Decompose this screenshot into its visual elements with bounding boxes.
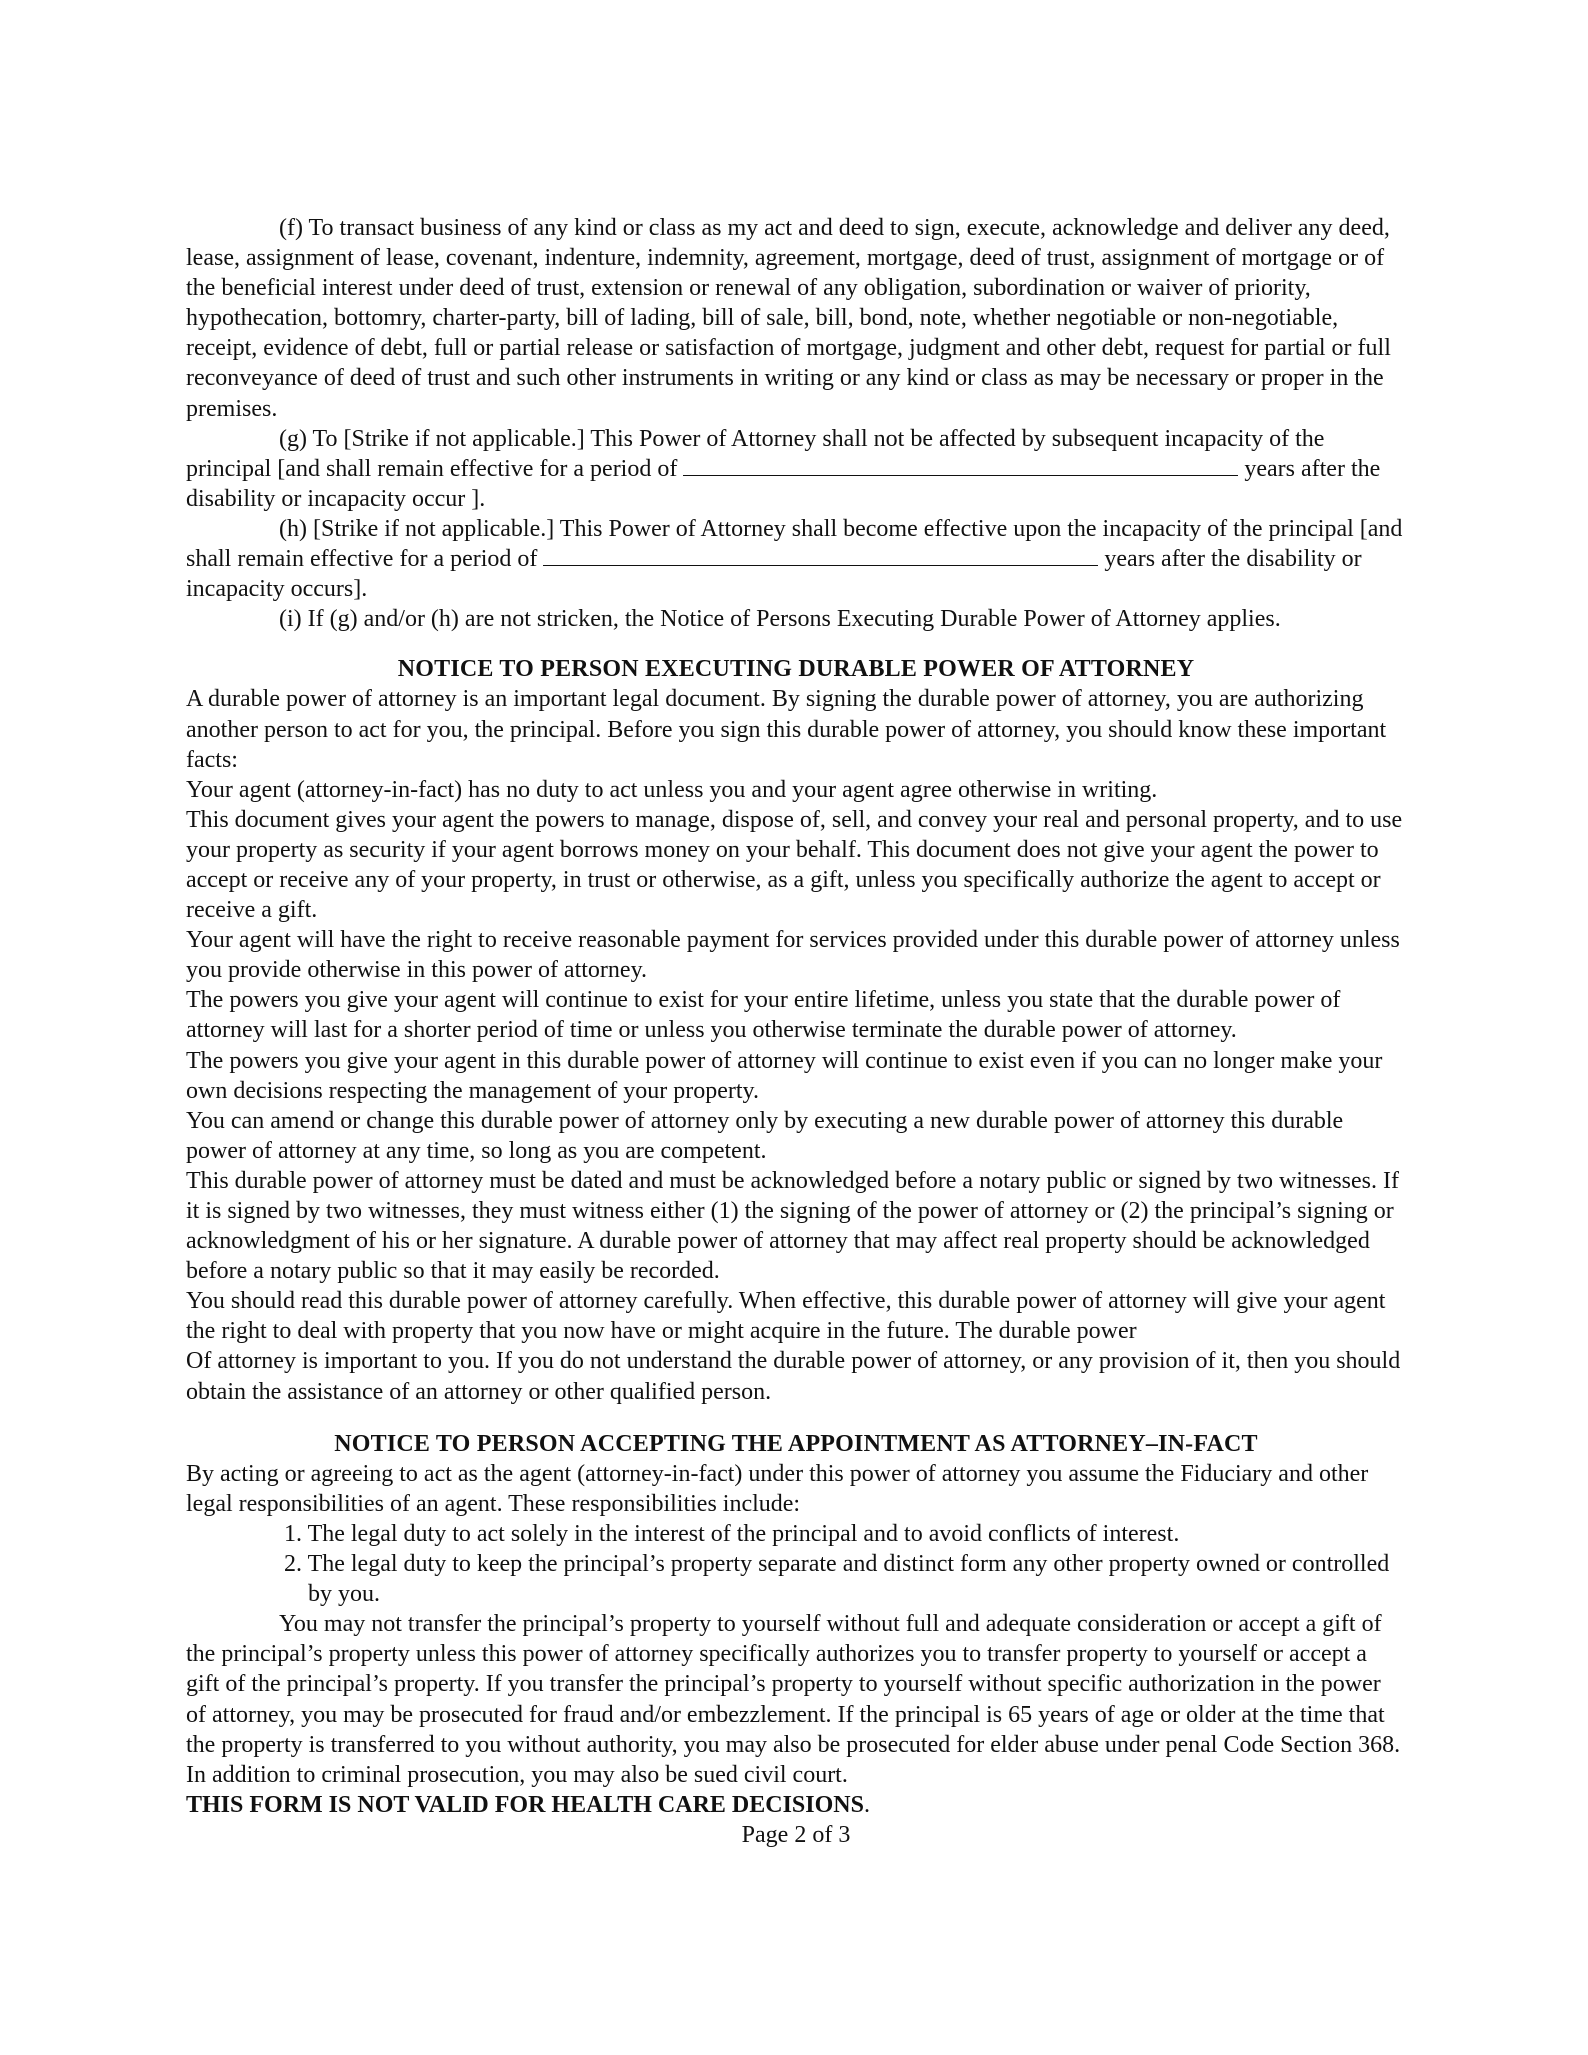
clause-g bbox=[186, 424, 1406, 514]
page-number: Page 2 of 3 bbox=[741, 1821, 851, 1848]
notice-accepting-closing: You may not transfer the principal’s property to yourself without full and adequate consideration or accept a gift of the principal’s property unless this power of attorney specifically authorizes you to transfer property to yourself or accept a gift of the principal’s property. If you transfer the principal’s property to yourself without specific authorization in the power of attorney, you may be prosecuted for fraud and/or embezzlement. If the principal is 65 years of age or older at the time that the property is transferred to you without authority, you may also be prosecuted for elder abuse under penal Code Section 368. In addition to criminal prosecution, you may also be sued civil court. bbox=[186, 1611, 1401, 1788]
health-care-warning-period: . bbox=[863, 1791, 870, 1818]
clause-f: (f) To transact business of any kind or class as my act and deed to sign, execute, acknowledge and deliver any deed, lease, assignment of lease, covenant, indenture, indemnity, agreement, mortgage, deed of trust, assignment of mortgage or of the beneficial interest under deed of trust, extension or renewal of any obligation, subordination or waiver of priority, hypothecation, bottomry, charter-party, bill of lading, bill of sale, bill, bond, note, whether negotiable or non-negotiable, receipt, evidence of debt, full or partial release or satisfaction of mortgage, judgment and other debt, request for partial or full reconveyance of deed of trust and such other instruments in writing or any kind or class as may be necessary or proper in the premises. bbox=[186, 215, 1391, 422]
document-page bbox=[186, 213, 1406, 1850]
clause-g-text: (g) To [Strike if not applicable.] This Power of Attorney shall not be affected by subsequent incapacity of the principal [and shall remain effective for a period of bbox=[186, 425, 1325, 482]
notice-executing-paragraph: The powers you give your agent will continue to exist for your entire lifetime, unless you state that the durable power of attorney will last for a shorter period of time or unless you otherwise terminate the durable power of attorney. bbox=[186, 987, 1341, 1044]
list-item: 2. The legal duty to keep the principal’s property separate and distinct form any other property owned or controlled by you. bbox=[284, 1551, 1390, 1608]
notice-executing-paragraph: You can amend or change this durable power of attorney only by executing a new durable power of attorney this durable power of attorney at any time, so long as you are competent. bbox=[186, 1107, 1344, 1164]
notice-executing-paragraph: You should read this durable power of attorney carefully. When effective, this durable power of attorney will give your agent the right to deal with property that you now have or might acquire in the future. The durable power bbox=[186, 1288, 1386, 1345]
notice-executing-heading: NOTICE TO PERSON EXECUTING DURABLE POWER OF ATTORNEY bbox=[397, 656, 1195, 683]
notice-executing-paragraph: This durable power of attorney must be dated and must be acknowledged before a notary public or signed by two witnesses. If it is signed by two witnesses, they must witness either (1) the signing of the power of attorney or (2) the principal’s signing or acknowledgment of his or her signature. A durable power of attorney that may affect real property should be acknowledged before a notary public so that it may easily be recorded. bbox=[186, 1167, 1399, 1285]
duration-blank-g bbox=[683, 455, 1238, 476]
notice-executing-paragraph: Of attorney is important to you. If you do not understand the durable power of attorney, or any provision of it, then you should obtain the assistance of an attorney or other qualified person. bbox=[186, 1348, 1401, 1405]
duration-blank-h bbox=[543, 545, 1098, 566]
notice-executing-paragraph: A durable power of attorney is an important legal document. By signing the durable power of attorney, you are authorizing another person to act for you, the principal. Before you sign this durable power of attorney, you should know these important facts: bbox=[186, 686, 1387, 773]
notice-executing-paragraph: Your agent (attorney-in-fact) has no duty to act unless you and your agent agree otherwise in writing. bbox=[186, 776, 1158, 803]
clause-g-tail: years after the disability or incapacity occur ]. bbox=[186, 455, 1381, 512]
clause-h bbox=[186, 514, 1406, 604]
notice-executing-paragraph: This document gives your agent the powers to manage, dispose of, sell, and convey your real and personal property, and to use your property as security if your agent borrows money on your behalf. This document does not give your agent the power to accept or receive any of your property, in trust or otherwise, as a gift, unless you specifically authorize the agent to accept or receive a gift. bbox=[186, 806, 1403, 924]
notice-executing-paragraph: Your agent will have the right to receive reasonable payment for services provided under this durable power of attorney unless you provide otherwise in this power of attorney. bbox=[186, 927, 1400, 984]
health-care-warning bbox=[186, 1790, 1406, 1820]
list-item: 1. The legal duty to act solely in the interest of the principal and to avoid conflicts of interest. bbox=[284, 1520, 1180, 1547]
clause-i: (i) If (g) and/or (h) are not stricken, the Notice of Persons Executing Durable Power of Attorney applies. bbox=[279, 606, 1281, 633]
notice-accepting-heading: NOTICE TO PERSON ACCEPTING THE APPOINTMENT AS ATTORNEY–IN-FACT bbox=[334, 1430, 1258, 1457]
responsibilities-list bbox=[186, 1519, 1406, 1609]
clause-h-tail: years after the disability or incapacity occurs]. bbox=[186, 546, 1362, 603]
clause-h-text: (h) [Strike if not applicable.] This Power of Attorney shall become effective upon the incapacity of the principal [and shall remain effective for a period of bbox=[186, 515, 1403, 573]
notice-accepting-intro: By acting or agreeing to act as the agent (attorney-in-fact) under this power of attorney you assume the Fiduciary and other legal responsibilities of an agent. These responsibilities include: bbox=[186, 1460, 1369, 1517]
notice-executing-paragraph: The powers you give your agent in this durable power of attorney will continue to exist even if you can no longer make your own decisions respecting the management of your property. bbox=[186, 1047, 1383, 1104]
health-care-warning-text: THIS FORM IS NOT VALID FOR HEALTH CARE DECISIONS bbox=[186, 1791, 864, 1818]
